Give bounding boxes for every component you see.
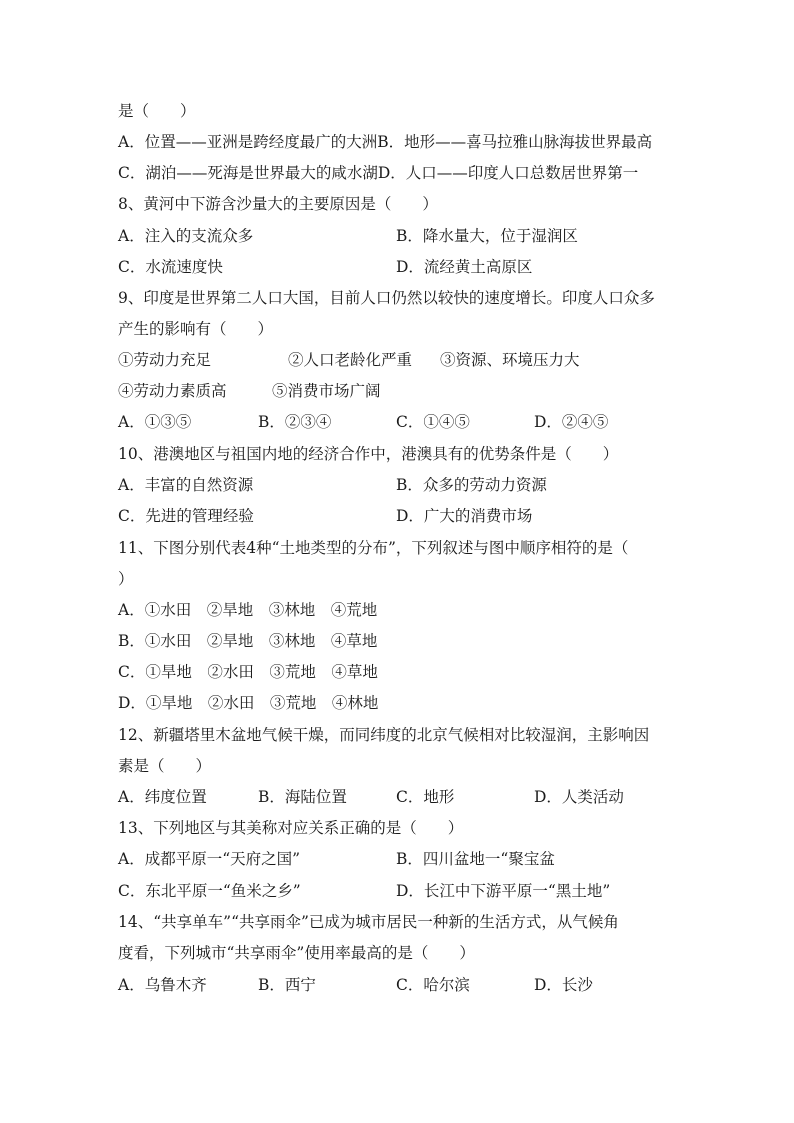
q12-stem-line-1: 12、新疆塔里木盆地气候干燥，而同纬度的北京气候相对比较湿润，主影响因 [118,726,650,744]
q14-option-a: A．乌鲁木齐 [118,976,207,994]
q14-stem-line-2: 度看，下列城市“共享雨伞”使用率最高的是（ ） [118,944,475,962]
q11-option-a: A．①水田 ②旱地 ③林地 ④荒地 [118,601,378,619]
q14-option-b: B．西宁 [258,976,316,994]
q9-statement-3: ③资源、环境压力大 [440,351,580,369]
q8-stem: 8、黄河中下游含沙量大的主要原因是（ ） [118,195,438,213]
q9-option-d: D．②④⑤ [534,413,609,431]
q9-statement-1: ①劳动力充足 [118,351,212,369]
q13-option-c: C．东北平原一“鱼米之乡” [118,882,301,900]
q12-option-b: B．海陆位置 [258,788,347,806]
q11-option-b: B．①水田 ②旱地 ③林地 ④草地 [118,632,378,650]
q7-stem-end: 是（ ） [118,102,196,120]
q13-stem: 13、下列地区与其美称对应关系正确的是（ ） [118,819,464,837]
q11-stem-line-2: ） [118,570,134,588]
q10-option-b: B．众多的劳动力资源 [396,476,547,494]
q9-statement-4: ④劳动力素质高 [118,382,227,400]
q14-option-d: D．长沙 [534,976,593,994]
q9-option-a: A．①③⑤ [118,413,192,431]
q8-option-c: C．水流速度快 [118,258,223,276]
q10-stem: 10、港澳地区与祖国内地的经济合作中，港澳具有的优势条件是（ ） [118,445,619,463]
q8-option-a: A．注入的支流众多 [118,227,254,245]
q7-option-ab: A．位置——亚洲是跨经度最广的大洲B．地形——喜马拉雅山脉海拔世界最高 [118,133,653,151]
q10-option-c: C．先进的管理经验 [118,507,254,525]
q8-option-d: D．流经黄土高原区 [396,258,533,276]
q9-stem-line-1: 9、印度是世界第二人口大国，目前人口仍然以较快的速度增长。印度人口众多 [118,289,655,307]
q9-statement-5: ⑤消费市场广阔 [272,382,381,400]
q10-option-a: A．丰富的自然资源 [118,476,254,494]
q9-option-b: B．②③④ [258,413,332,431]
q13-option-d: D．长江中下游平原一“黑土地” [396,882,611,900]
q14-option-c: C．哈尔滨 [396,976,470,994]
q7-option-cd: C．湖泊——死海是世界最大的咸水湖D．人口——印度人口总数居世界第一 [118,164,639,182]
q10-option-d: D．广大的消费市场 [396,507,533,525]
q12-stem-line-2: 素是（ ） [118,757,212,775]
q8-option-b: B．降水量大，位于湿润区 [396,227,578,245]
q9-stem-line-2: 产生的影响有（ ） [118,320,274,338]
q11-stem-line-1: 11、下图分别代表4种“土地类型的分布”，下列叙述与图中顺序相符的是（ [118,539,629,557]
q11-option-d: D．①旱地 ②水田 ③荒地 ④林地 [118,694,379,712]
q9-option-c: C．①④⑤ [396,413,470,431]
q12-option-a: A．纬度位置 [118,788,207,806]
q13-option-b: B．四川盆地一“聚宝盆 [396,850,555,868]
q12-option-c: C．地形 [396,788,455,806]
q11-option-c: C．①旱地 ②水田 ③荒地 ④草地 [118,663,378,681]
q13-option-a: A．成都平原一“天府之国” [118,850,301,868]
q9-statement-2: ②人口老龄化严重 [288,351,413,369]
q14-stem-line-1: 14、“共享单车”“共享雨伞”已成为城市居民一种新的生活方式，从气候角 [118,913,619,931]
q12-option-d: D．人类活动 [534,788,624,806]
